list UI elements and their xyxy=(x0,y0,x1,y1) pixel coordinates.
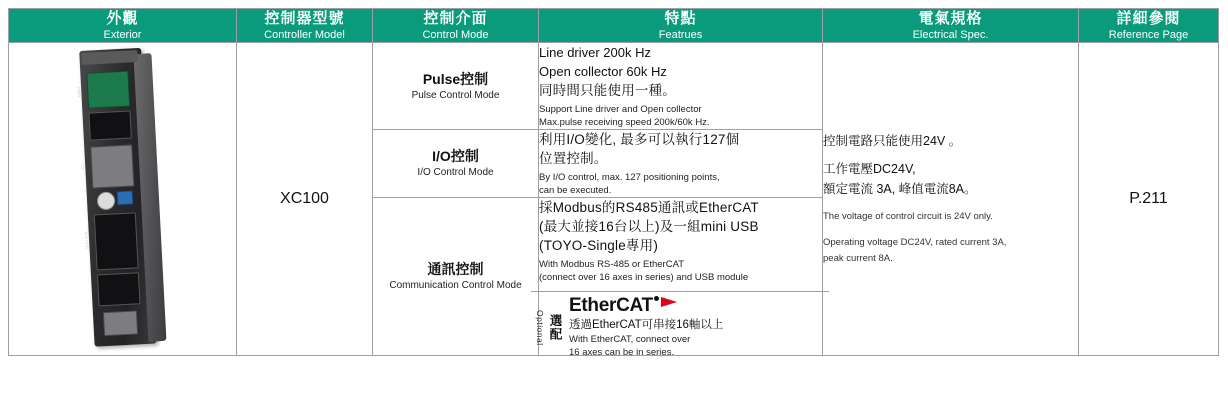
comm-feature-en-2: (connect over 16 axes in series) and USB module xyxy=(539,272,749,283)
header-exterior-zh: 外觀 xyxy=(106,10,139,27)
table-row xyxy=(9,43,1219,130)
optional-label-zh: 選配 xyxy=(548,314,562,341)
ethercat-logo-dot xyxy=(654,296,659,301)
control-mode-io xyxy=(373,130,539,198)
comm-feature-line-3: (TOYO-Single專用) xyxy=(539,238,659,253)
header-features-zh: 特點 xyxy=(664,10,697,27)
features-communication xyxy=(535,198,823,358)
io-feature-en-1: By I/O control, max. 127 positioning points, xyxy=(539,172,720,183)
electrical-en-2: Operating voltage DC24V, rated current 3A, xyxy=(823,237,1007,248)
ethercat-logo-triangle-icon xyxy=(661,297,677,307)
io-feature-line-2: 位置控制。 xyxy=(539,151,608,166)
electrical-zh-1: 控制電路只能使用24V 。 xyxy=(823,134,962,148)
optional-ethercat-block xyxy=(531,291,829,363)
optional-en-line-2: 16 axes can be in series. xyxy=(569,347,675,358)
controller-model-cell: XC100 xyxy=(237,43,373,356)
mode-communication-en: Communication Control Mode xyxy=(389,280,522,291)
features-io xyxy=(539,130,823,198)
features-pulse xyxy=(539,43,823,130)
header-control-mode-en: Control Mode xyxy=(422,29,489,41)
header-exterior-en: Exterior xyxy=(103,29,142,41)
control-mode-communication xyxy=(373,198,539,356)
pulse-feature-en-2: Max.pulse receiving speed 200k/60k Hz. xyxy=(539,117,710,128)
header-reference-page xyxy=(1079,9,1219,43)
ethercat-logo-accent: CAT xyxy=(616,295,653,316)
header-electrical-spec xyxy=(823,9,1079,43)
header-controller-model-zh: 控制器型號 xyxy=(264,10,345,27)
table-header-row xyxy=(9,9,1219,43)
mode-pulse-zh: Pulse控制 xyxy=(422,70,489,87)
header-electrical-spec-zh: 電氣規格 xyxy=(918,10,983,27)
pulse-feature-line-3: 同時間只能使用一種。 xyxy=(539,83,676,98)
header-features xyxy=(539,9,823,43)
optional-label-en: Optional xyxy=(535,309,545,346)
io-feature-line-1: 利用I/O變化, 最多可以執行127個 xyxy=(539,132,740,147)
electrical-spec-cell xyxy=(823,43,1079,356)
electrical-en-3: peak current 8A. xyxy=(823,253,893,264)
pulse-feature-en-1: Support Line driver and Open collector xyxy=(539,104,702,115)
mode-communication-zh: 通訊控制 xyxy=(427,261,484,277)
mode-io-en: I/O Control Mode xyxy=(417,167,494,178)
controller-spec-table xyxy=(8,8,1219,356)
exterior-image-cell xyxy=(9,43,237,356)
ethercat-logo xyxy=(569,296,825,315)
header-control-mode xyxy=(373,9,539,43)
header-reference-page-en: Reference Page xyxy=(1108,29,1189,41)
io-feature-en-2: can be executed. xyxy=(539,185,612,196)
header-features-en: Featrues xyxy=(658,29,703,41)
optional-en-line-1: With EtherCAT, connect over xyxy=(569,334,691,345)
mode-io-zh: I/O控制 xyxy=(432,148,479,164)
header-electrical-spec-en: Electrical Spec. xyxy=(912,29,989,41)
header-controller-model-en: Controller Model xyxy=(264,29,345,41)
comm-feature-line-1: 採Modbus的RS485通訊或EtherCAT xyxy=(539,200,759,215)
optional-label-group xyxy=(533,296,566,359)
control-mode-pulse xyxy=(373,43,539,130)
comm-feature-line-2: (最大並接16台以上)及一組mini USB xyxy=(539,219,759,234)
header-reference-page-zh: 詳細參閱 xyxy=(1116,10,1181,27)
electrical-en-1: The voltage of control circuit is 24V only. xyxy=(823,211,993,222)
electrical-zh-3: 額定電流 3A, 峰值電流8A。 xyxy=(823,182,977,196)
electrical-zh-2: 工作電壓DC24V, xyxy=(823,162,916,176)
header-controller-model xyxy=(237,9,373,43)
ethercat-logo-main: Ether xyxy=(569,295,617,316)
reference-page-cell: P.211 xyxy=(1079,43,1219,356)
mode-pulse-en: Pulse Control Mode xyxy=(411,89,500,101)
controller-product-photo: PWR I/O MOTOR xyxy=(63,46,183,351)
pulse-feature-line-2: Open collector 60k Hz xyxy=(539,64,667,79)
optional-zh-line: 透過EtherCAT可串接16軸以上 xyxy=(569,319,724,331)
header-control-mode-zh: 控制介面 xyxy=(423,10,488,27)
comm-feature-en-1: With Modbus RS-485 or EtherCAT xyxy=(539,259,685,270)
header-exterior xyxy=(9,9,237,43)
optional-body xyxy=(566,296,825,359)
pulse-feature-line-1: Line driver 200k Hz xyxy=(539,45,651,60)
